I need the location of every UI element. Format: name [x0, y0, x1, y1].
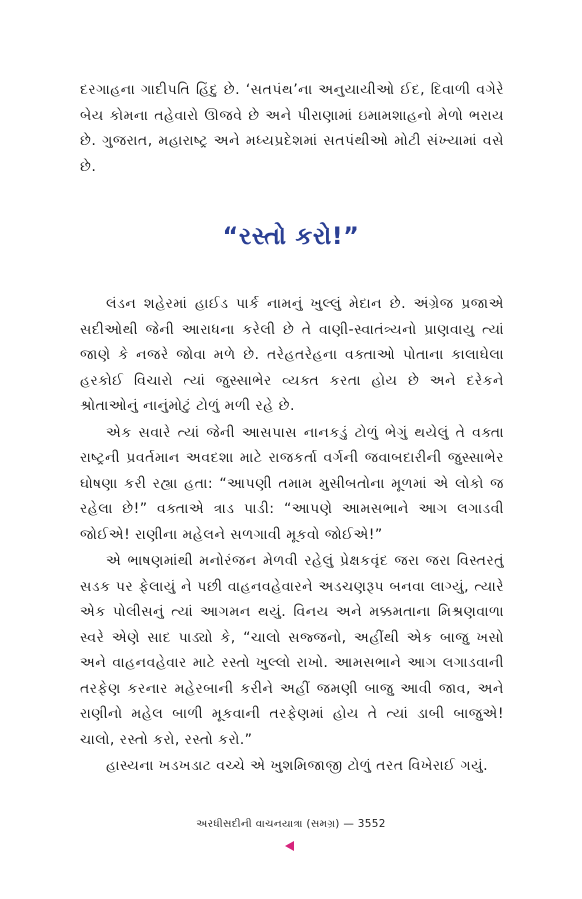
article-paragraph-1: લંડન શહેરમાં હાઈડ પાર્ક નામનું ખુલ્લું મેદાન છે. અંગ્રેજ પ્રજાએ સદીઓથી જેની આરાધના કરેલી છે તે વાણી-સ્વાતંત્ર્યનો પ્રાણવાયુ ત્યાં જાણે કે નજરે જોવા મળે છે. તરેહતરેહના વક્તાઓ પોતાના કાલાઘેલા હરકોઈ વિચારો ત્યાં જુસ્સાભેર વ્યક્ત કરતા હોય છે અને દરેકને શ્રોતાઓનું નાનુંમોટું ટોળું મળી રહે છે.: [80, 296, 504, 414]
article-title: “રસ્તો કરો!”: [222, 222, 360, 250]
page-footer: અરધીસદીની વાચનયાત્રા (સમગ્ર) — 3552: [196, 818, 386, 830]
left-triangle-icon[interactable]: [285, 841, 294, 851]
intro-paragraph: [80, 78, 504, 181]
article-body: [80, 292, 504, 781]
intro-text: દરગાહના ગાદીપતિ હિંદુ છે. ‘સતપંથ’ના અનુયાયીઓ ઈદ, દિવાળી વગેરે બેય કોમના તહેવારો ઊજવે છે અને પીરાણામાં ઇમામશાહનો મેળો ભરાય છે. ગુજરાત, મહારાષ્ટ્ર અને મધ્યપ્રદેશમાં સતપંથીઓ મોટી સંખ્યામાં વસે છે.: [80, 82, 504, 175]
article-paragraph-2: એક સવારે ત્યાં જેની આસપાસ નાનકડું ટોળું ભેગું થયેલું તે વક્તા રાષ્ટ્રની પ્રવર્તમાન અવદશા માટે રાજકર્તા વર્ગની જવાબદારીની જુસ્સાભેર ઘોષણા કરી રહ્યા હતા: “આપણી તમામ મુસીબતોના મૂળમાં એ લોકો જ રહેલા છે!” વક્તાએ ત્રાડ પાડી: “આપણે આમસભાને આગ લગાડવી જોઈએ! રાણીના મહેલને સળગાવી મૂકવો જોઈએ!”: [80, 424, 504, 543]
article-paragraph-4: હાસ્યના ખડખડાટ વચ્ચે એ ખુશમિજાજી ટોળું તરત વિખેરાઈ ગયું.: [106, 758, 489, 774]
article-paragraph-3: એ ભાષણમાંથી મનોરંજન મેળવી રહેલું પ્રેક્ષકવૃંદ જરા જરા વિસ્તરતું સડક પર ફેલાયું ને પછી વાહનવહેવારને અડચણરૂપ બનવા લાગ્યું, ત્યારે એક પોલીસનું ત્યાં આગમન થયું. વિનય અને મક્કમતાના મિશ્રણવાળા સ્વરે એણે સાદ પાડ્યો કે, “ચાલો સજ્જનો, અહીંથી એક બાજુ ખસો અને વાહનવહેવાર માટે રસ્તો ખુલ્લો રાખો. આમસભાને આગ લગાડવાની તરફેણ કરનાર મહેરબાની કરીને અહીં જમણી બાજુ આવી જાવ, અને રાણીનો મહેલ બાળી મૂકવાની તરફેણમાં હોય તે ત્યાં ડાબી બાજુએ! ચાલો, રસ્તો કરો, રસ્તો કરો.”: [80, 553, 504, 748]
